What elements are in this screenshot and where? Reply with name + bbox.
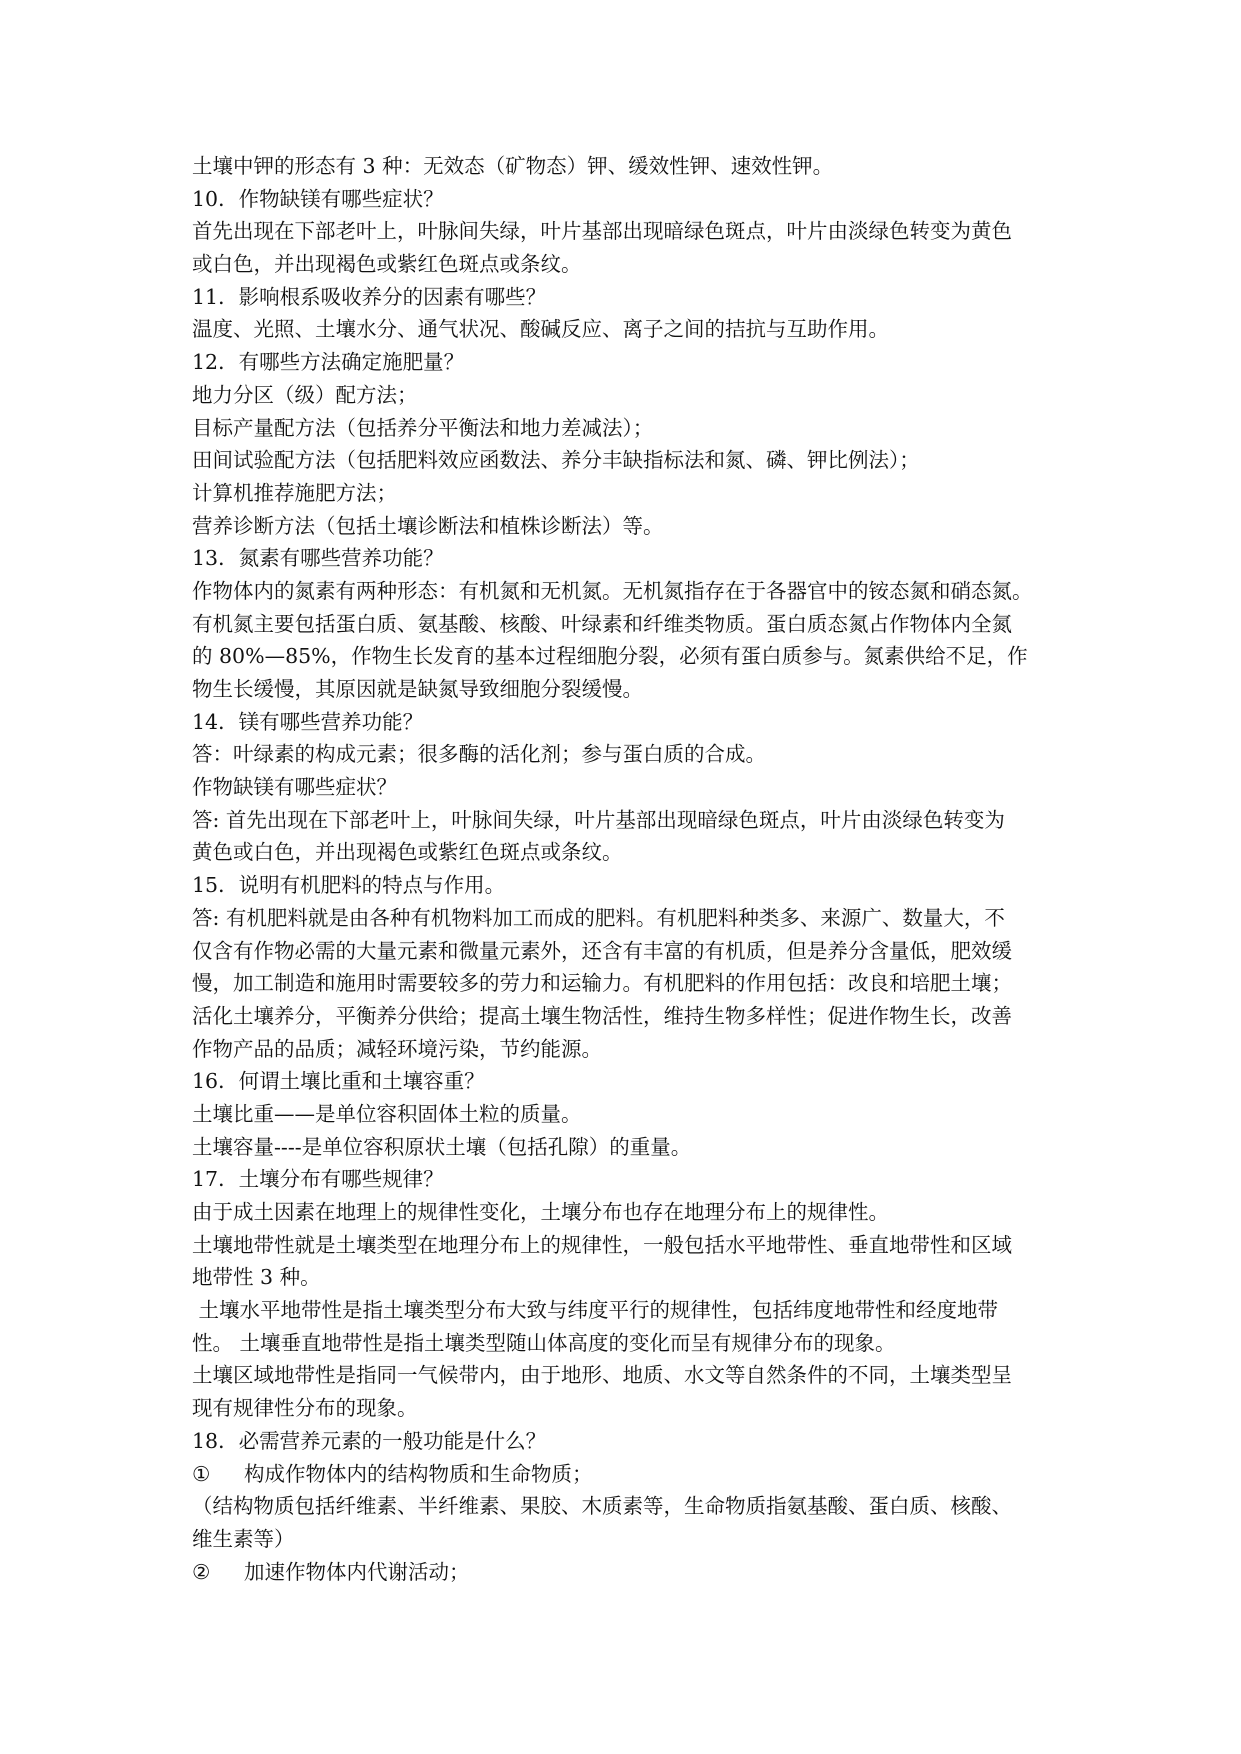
text-line: 答：叶绿素的构成元素；很多酶的活化剂；参与蛋白质的合成。 — [192, 742, 766, 767]
numbered-item — [192, 1556, 1077, 1589]
text-line: 作物缺镁有哪些症状？ — [192, 775, 397, 800]
question-heading: 11．影响根系吸收养分的因素有哪些？ — [192, 284, 547, 309]
document-body — [192, 150, 1077, 1588]
text-line: 物生长缓慢，其原因就是缺氮导致细胞分裂缓慢。 — [192, 677, 643, 701]
text-line: 地力分区（级）配方法； — [192, 382, 418, 407]
question-heading: 10．作物缺镁有哪些症状？ — [192, 186, 444, 211]
text-line: 答: 有机肥料就是由各种有机物料加工而成的肥料。有机肥料种类多、来源广、数量大，不 — [192, 905, 1005, 930]
text-line: （结构物质包括纤维素、半纤维素、果胶、木质素等，生命物质指氨基酸、蛋白质、核酸、 — [192, 1494, 1012, 1519]
numbered-item — [192, 1458, 1077, 1491]
text-line: 首先出现在下部老叶上，叶脉间失绿，叶片基部出现暗绿色斑点，叶片由淡绿色转变为黄色 — [192, 219, 1012, 244]
text-line: 田间试验配方法（包括肥料效应函数法、养分丰缺指标法和氮、磷、钾比例法）； — [192, 448, 920, 473]
question-heading: 12．有哪些方法确定施肥量？ — [192, 350, 465, 375]
item-text: 构成作物体内的结构物质和生命物质； — [244, 1461, 593, 1486]
text-line: 由于成土因素在地理上的规律性变化，土壤分布也存在地理分布上的规律性。 — [192, 1200, 889, 1224]
text-line: 维生素等） — [192, 1526, 295, 1551]
question-heading: 18．必需营养元素的一般功能是什么？ — [192, 1428, 547, 1453]
question-heading: 17．土壤分布有哪些规律？ — [192, 1167, 444, 1192]
text-line: 土壤地带性就是土壤类型在地理分布上的规律性，一般包括水平地带性、垂直地带性和区域 — [192, 1232, 1012, 1257]
text-line: 性。 土壤垂直地带性是指土壤类型随山体高度的变化而呈有规律分布的现象。 — [192, 1330, 896, 1355]
text-line: 或白色，并出现褐色或紫红色斑点或条纹。 — [192, 252, 582, 277]
text-line: 土壤区域地带性是指同一气候带内，由于地形、地质、水文等自然条件的不同，土壤类型呈 — [192, 1363, 1012, 1388]
text-line: 温度、光照、土壤水分、通气状况、酸碱反应、离子之间的拮抗与互助作用。 — [192, 317, 889, 342]
text-line: 作物产品的品质；减轻环境污染，节约能源。 — [192, 1036, 602, 1061]
text-line: 土壤中钾的形态有 3 种：无效态（矿物态）钾、缓效性钾、速效性钾。 — [192, 154, 834, 178]
text-line: 活化土壤养分，平衡养分供给；提高土壤生物活性，维持生物多样性；促进作物生长，改善 — [192, 1003, 1012, 1028]
text-line: 作物体内的氮素有两种形态：有机氮和无机氮。无机氮指存在于各器官中的铵态氮和硝态氮。 — [192, 578, 1033, 603]
text-line: 土壤水平地带性是指土壤类型分布大致与纬度平行的规律性，包括纬度地带性和经度地带 — [192, 1298, 999, 1323]
text-line: 地带性 3 种。 — [192, 1265, 321, 1290]
text-line: 土壤容量----是单位容积原状土壤（包括孔隙）的重量。 — [192, 1134, 692, 1159]
text-line: 黄色或白色，并出现褐色或紫红色斑点或条纹。 — [192, 840, 623, 865]
item-text: 加速作物体内代谢活动； — [244, 1559, 470, 1584]
text-line: 土壤比重——是单位容积固体土粒的质量。 — [192, 1101, 582, 1126]
text-line: 现有规律性分布的现象。 — [192, 1396, 418, 1421]
text-line: 答: 首先出现在下部老叶上，叶脉间失绿，叶片基部出现暗绿色斑点，叶片由淡绿色转变为 — [192, 807, 1005, 832]
text-line: 目标产量配方法（包括养分平衡法和地力差减法）； — [192, 415, 654, 440]
text-line: 慢，加工制造和施用时需要较多的劳力和运输力。有机肥料的作用包括：改良和培肥土壤； — [192, 971, 1012, 996]
question-heading: 16．何谓土壤比重和土壤容重？ — [192, 1069, 485, 1094]
item-marker: ② — [192, 1559, 211, 1584]
question-heading: 15．说明有机肥料的特点与作用。 — [192, 873, 506, 898]
question-heading: 14．镁有哪些营养功能？ — [192, 709, 424, 734]
text-line: 的 80%—85%，作物生长发育的基本过程细胞分裂，必须有蛋白质参与。氮素供给不足，作 — [192, 644, 1028, 669]
question-heading: 13．氮素有哪些营养功能？ — [192, 546, 444, 571]
text-line: 计算机推荐施肥方法； — [192, 480, 397, 505]
text-line: 仅含有作物必需的大量元素和微量元素外，还含有丰富的有机质，但是养分含量低，肥效缓 — [192, 938, 1012, 963]
item-marker: ① — [192, 1461, 211, 1486]
text-line: 有机氮主要包括蛋白质、氨基酸、核酸、叶绿素和纤维类物质。蛋白质态氮占作物体内全氮 — [192, 611, 1012, 636]
text-line: 营养诊断方法（包括土壤诊断法和植株诊断法）等。 — [192, 513, 664, 538]
